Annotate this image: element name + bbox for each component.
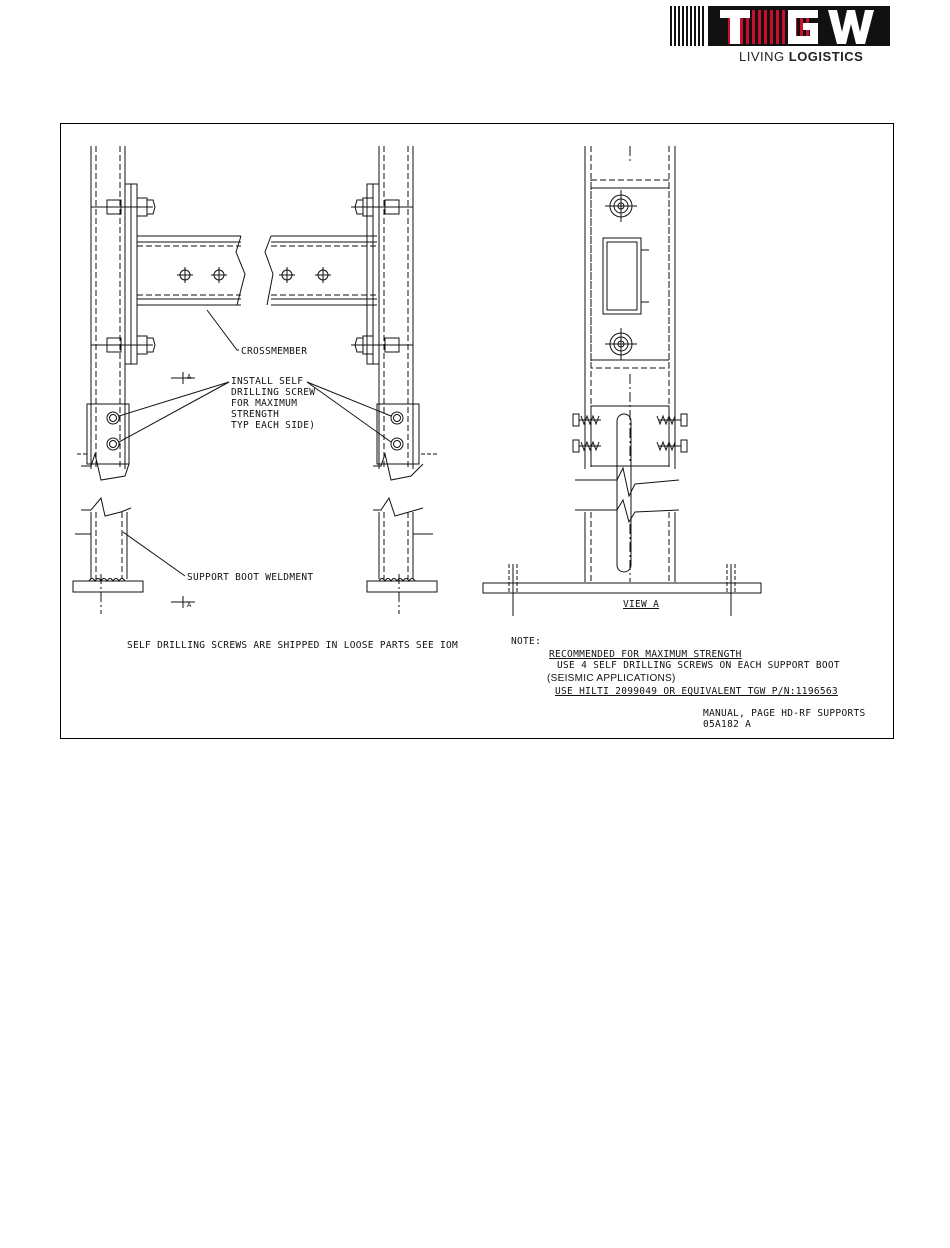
support-boot-label: SUPPORT BOOT WELDMENT	[187, 572, 314, 583]
note-line-1: RECOMMENDED FOR MAXIMUM STRENGTH	[549, 649, 742, 660]
logo-tagline	[739, 49, 863, 64]
section-mark-top: A	[187, 373, 192, 381]
shipping-note: SELF DRILLING SCREWS ARE SHIPPED IN LOOSE PARTS SEE IOM	[127, 640, 459, 651]
title-block-line2: 05A182 A	[703, 719, 752, 730]
screw-callout-line4: STRENGTH	[231, 409, 280, 420]
view-a-drawing	[483, 146, 761, 616]
note-line-3: (SEISMIC APPLICATIONS)	[547, 673, 676, 684]
screw-callout-line5: TYP EACH SIDE)	[231, 420, 316, 431]
note-line-2: USE 4 SELF DRILLING SCREWS ON EACH SUPPORT BOOT	[557, 660, 840, 671]
crossmember-beam	[137, 236, 377, 350]
screw-callout-line1: INSTALL SELF	[231, 376, 304, 387]
view-a-label: VIEW A	[623, 599, 660, 610]
tagline-living: LIVING	[739, 49, 789, 64]
right-upright	[351, 146, 437, 614]
note-line-4: USE HILTI 2099049 OR EQUIVALENT TGW P/N:1196563	[555, 686, 838, 697]
tagline-logistics: LOGISTICS	[788, 49, 864, 64]
tgw-logo-mark	[668, 4, 894, 50]
crossmember-label: CROSSMEMBER	[241, 346, 308, 357]
note-label: NOTE:	[511, 636, 542, 647]
section-mark-bottom: A	[187, 601, 192, 609]
technical-drawing	[60, 123, 894, 739]
screw-callout-line2: DRILLING SCREW	[231, 387, 316, 398]
left-upright	[73, 146, 155, 614]
screw-callout-line3: FOR MAXIMUM	[231, 398, 298, 409]
title-block-line1: MANUAL, PAGE HD-RF SUPPORTS	[703, 708, 866, 719]
